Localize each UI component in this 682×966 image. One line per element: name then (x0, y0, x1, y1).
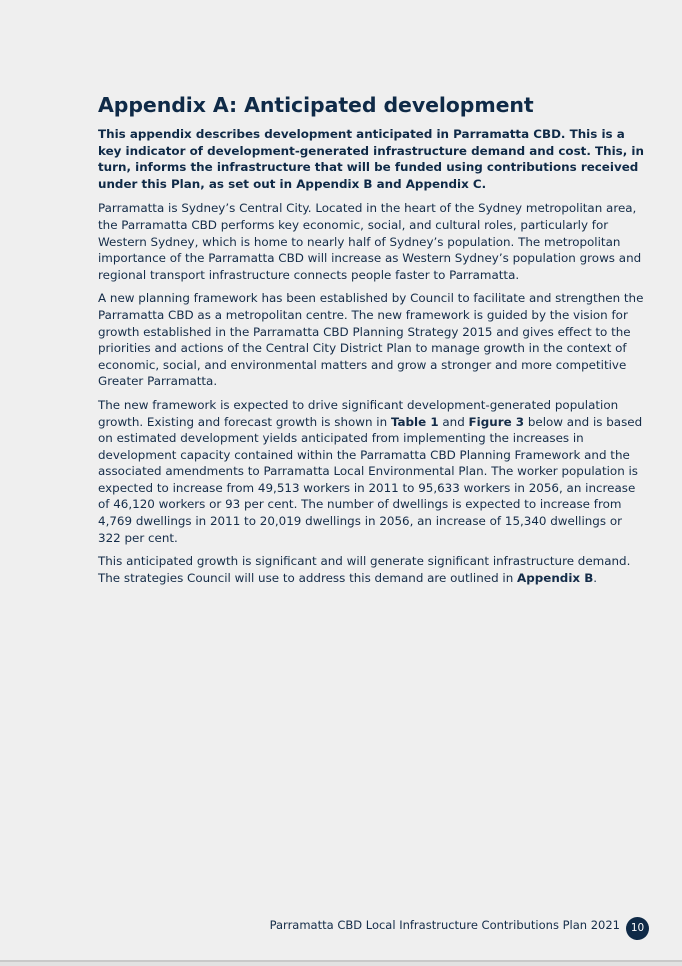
page-content (98, 93, 646, 593)
footer-title: Parramatta CBD Local Infrastructure Contributions Plan 2021 (269, 918, 620, 932)
page-number-badge: 10 (626, 917, 649, 940)
growth-text-1: The new framework is expected to drive significant development-generated population growth. Existing and forecast growth is shown in (98, 397, 619, 429)
paragraph-planning-framework: A new planning framework has been established by Council to facilitate and strengthen the Parramatta CBD as a metropolitan centre. The new framework is guided by the vision for growth established in the Parramatta CBD Planning Strategy 2015 and gives effect to the priorities and actions of the Central City District Plan to manage growth in the context of economic, social, and environmental matters and grow a stronger and more competitive Greater Parramatta. (98, 291, 644, 389)
appendix-b-reference: Appendix B (517, 570, 594, 585)
page-heading: Appendix A: Anticipated development (98, 93, 534, 117)
table-1-reference: Table 1 (390, 414, 439, 429)
growth-text-3: below and is based on estimated development yields anticipated from implementing the increases in development capacity contained within the Parramatta CBD Planning Framework and the associated amendments to Parramatta Local Environmental Plan. The worker population is expected to increase from 49,513 workers in 2011 to 95,633 workers in 2056, an increase of 46,120 workers or 93 per cent. The number of dwellings is expected to increase from 4,769 dwellings in 2011 to 20,019 dwellings in 2056, an increase of 15,340 dwellings or 322 per cent. (98, 414, 643, 545)
paragraph-growth-forecast (98, 397, 646, 546)
growth-text-2: and (438, 414, 469, 429)
bottom-strip (0, 962, 682, 966)
paragraph-central-city: Parramatta is Sydney’s Central City. Located in the heart of the Sydney metropolitan area, the Parramatta CBD performs key economic, social, and cultural roles, particularly for Western Sydney, which is home to nearly half of Sydney’s population. The metropolitan importance of the Parramatta CBD will increase as Western Sydney’s population grows and regional transport infrastructure connects people faster to Parramatta. (98, 201, 642, 282)
intro-paragraph: This appendix describes development anticipated in Parramatta CBD. This is a key indicator of development-generated infrastructure demand and cost. This, in turn, informs the infrastructure that will be funded using contributions received under this Plan, as set out in Appendix B and Appendix C. (98, 127, 644, 191)
figure-3-reference: Figure 3 (468, 414, 525, 429)
demand-text-1: This anticipated growth is significant and will generate significant infrastructure demand. The strategies Council will use to address this demand are outlined in (98, 554, 631, 585)
demand-text-2: . (593, 570, 598, 585)
paragraph-infrastructure-demand (98, 553, 646, 586)
